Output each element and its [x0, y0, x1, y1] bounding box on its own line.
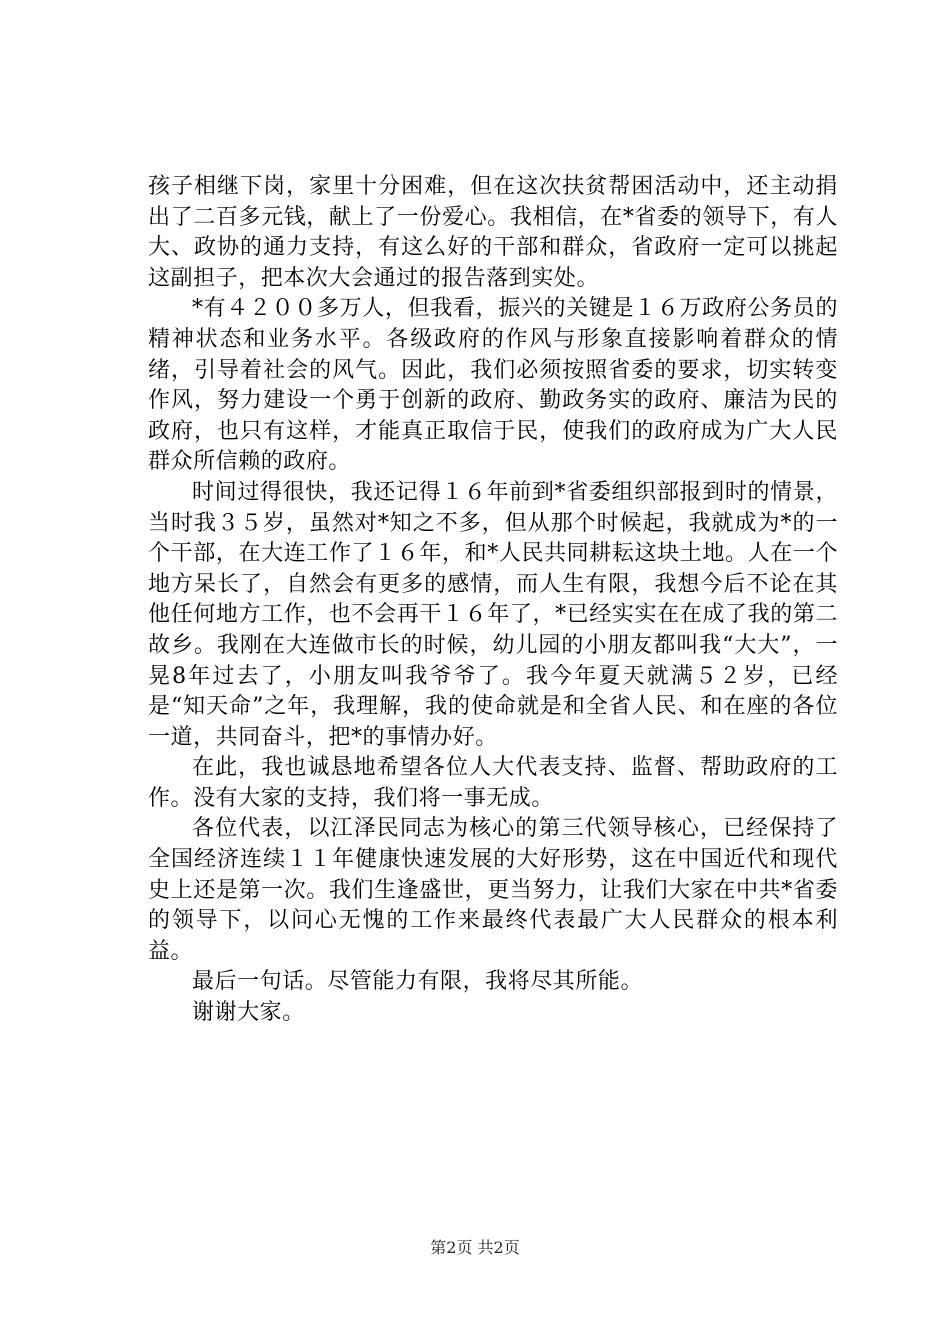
- paragraph-representatives: 各位代表，以江泽民同志为核心的第三代领导核心，已经保持了全国经济连续１１年健康快速发展的大好形势，这在中国近代和现代史上还是第一次。我们生逢盛世，更当努力，让我们大家在中共*省委的领导下，以问心无愧的工作来最终代表最广大人民群众的根本利益。: [148, 816, 838, 964]
- paragraph-request-support: 在此，我也诚恳地希望各位人大代表支持、监督、帮助政府的工作。没有大家的支持，我们将一事无成。: [148, 755, 838, 811]
- page-number-footer: 第2页 共2页: [430, 1238, 520, 1257]
- paragraph-time-passes: 时间过得很快，我还记得１６年前到*省委组织部报到时的情景，当时我３５岁，虽然对*知之不多，但从那个时候起，我就成为*的一个干部，在大连工作了１６年，和*人民共同耕耘这块土地。人在一个地方呆长了，自然会有更多的感情，而人生有限，我想今后不论在其他任何地方工作，也不会再干１６年了，*已经实实在在成了我的第二故乡。我刚在大连做市长的时候，幼儿园的小朋友都叫我“大大”，一晃8年过去了，小朋友叫我爷爷了。我今年夏天就满５２岁，已经是“知天命”之年，我理解，我的使命就是和全省人民、和在座的各位一道，共同奋斗，把*的事情办好。: [148, 479, 838, 750]
- paragraph-civil-servants: *有４２００多万人，但我看，振兴的关键是１６万政府公务员的精神状态和业务水平。各级政府的作风与形象直接影响着群众的情绪，引导着社会的风气。因此，我们必须按照省委的要求，切实转变作风，努力建设一个勇于创新的政府、勤政务实的政府、廉洁为民的政府，也只有这样，才能真正取信于民，使我们的政府成为广大人民群众所信赖的政府。: [148, 296, 838, 475]
- document-body: [148, 172, 838, 1029]
- paragraph-last-words: 最后一句话。尽管能力有限，我将尽其所能。: [192, 969, 644, 995]
- paragraph-continued: 孩子相继下岗，家里十分困难，但在这次扶贫帮困活动中，还主动捐出了二百多元钱，献上了一份爱心。我相信，在*省委的领导下，有人大、政协的通力支持，有这么好的干部和群众，省政府一定可以挑起这副担子，把本次大会通过的报告落到实处。: [148, 174, 838, 291]
- paragraph-thanks: 谢谢大家。: [192, 1000, 305, 1026]
